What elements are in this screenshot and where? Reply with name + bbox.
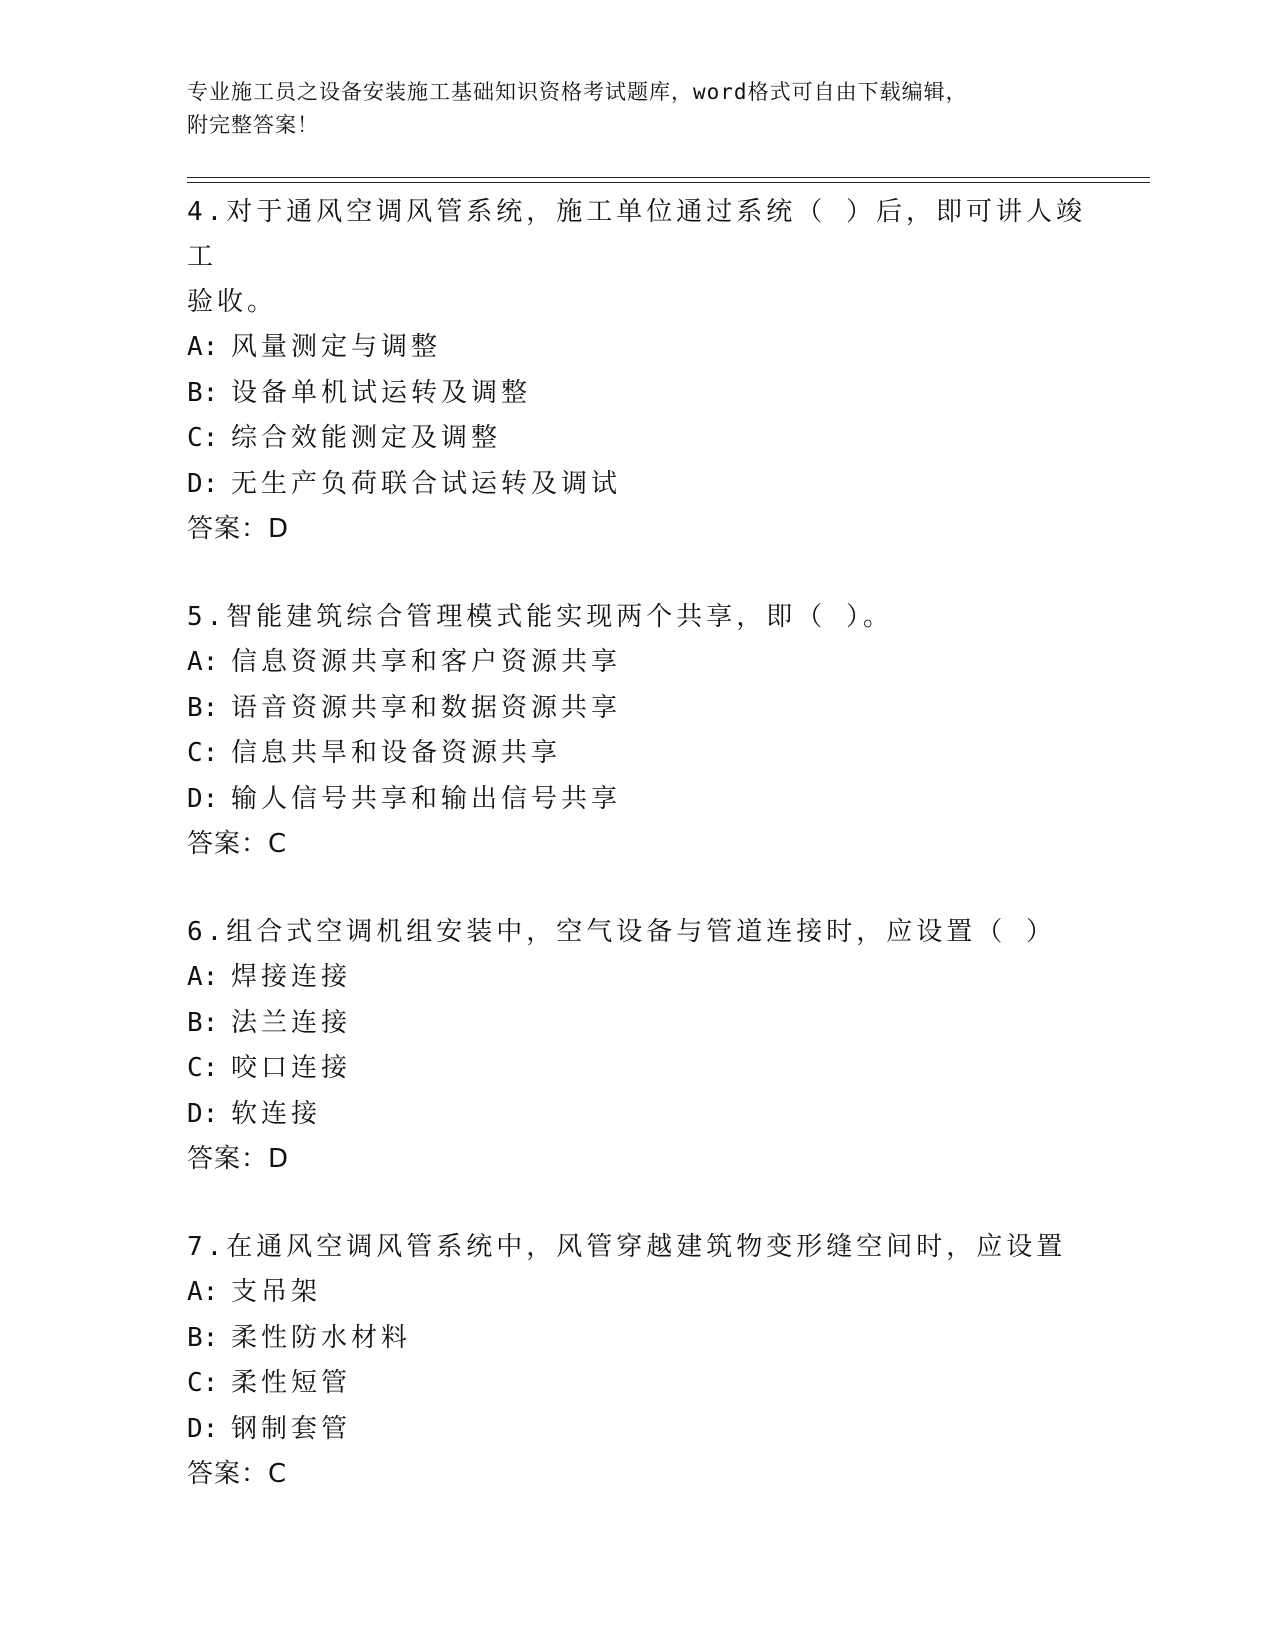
answer-line: 答案：D: [187, 514, 290, 544]
option-b: [187, 686, 1087, 732]
option-a: [187, 640, 1087, 686]
question-7: [187, 1225, 1087, 1497]
option-c: [187, 1046, 1087, 1092]
option-text: 设备单机试运转及调整: [231, 377, 532, 408]
option-text: 风量测定与调整: [231, 332, 442, 362]
option-letter: A:: [187, 962, 219, 992]
option-letter: A:: [187, 332, 219, 362]
question-stem-line: 验收。: [187, 287, 278, 317]
option-letter: B:: [187, 377, 219, 408]
option-letter: C:: [187, 1368, 219, 1398]
question-list: [187, 190, 1087, 1540]
header-line-2: 附完整答案！: [187, 113, 319, 137]
option-letter: B:: [187, 692, 219, 723]
option-text: 柔性防水材料: [231, 1322, 412, 1353]
option-letter: D:: [187, 1098, 219, 1129]
question-stem: [187, 595, 1087, 640]
option-text: 柔性短管: [231, 1368, 352, 1398]
option-b: [187, 1001, 1087, 1047]
answer-line: 答案：D: [187, 1144, 290, 1174]
option-d: [187, 1407, 1087, 1453]
option-d: [187, 1092, 1087, 1138]
option-b: [187, 1316, 1087, 1362]
question-stem: [187, 190, 1087, 325]
answer-line: 答案：C: [187, 1459, 288, 1489]
option-b: [187, 371, 1087, 417]
option-c: [187, 1361, 1087, 1407]
option-c: [187, 731, 1087, 777]
option-text: 咬口连接: [231, 1053, 352, 1083]
option-letter: A:: [187, 1277, 219, 1307]
question-4: [187, 190, 1087, 552]
option-letter: D:: [187, 783, 219, 814]
option-text: 信息共旱和设备资源共享: [231, 738, 562, 768]
header-line-1: 专业施工员之设备安装施工基础知识资格考试题库，word格式可自由下载编辑，: [187, 80, 968, 104]
answer-line: 答案：C: [187, 829, 288, 859]
option-text: 综合效能测定及调整: [231, 423, 502, 453]
option-text: 支吊架: [231, 1277, 322, 1307]
option-a: [187, 955, 1087, 1001]
option-d: [187, 777, 1087, 823]
option-text: 法兰连接: [231, 1007, 352, 1038]
question-stem: [187, 910, 1087, 955]
option-text: 软连接: [231, 1098, 322, 1129]
question-stem-line: 5.智能建筑综合管理模式能实现两个共享，即（ ）。: [187, 602, 893, 632]
option-letter: A:: [187, 647, 219, 677]
option-text: 焊接连接: [231, 962, 352, 992]
question-5: [187, 595, 1087, 867]
option-text: 信息资源共享和客户资源共享: [231, 647, 622, 677]
header-divider-bottom: [187, 182, 1150, 183]
question-stem: [187, 1225, 1087, 1270]
option-text: 输人信号共享和输出信号共享: [231, 783, 622, 814]
question-6: [187, 910, 1087, 1182]
option-text: 无生产负荷联合试运转及调试: [231, 468, 622, 499]
option-d: [187, 462, 1087, 508]
question-stem-line: 4.对于通风空调风管系统，施工单位通过系统（ ）后，即可讲人竣工: [187, 197, 1086, 272]
header-divider-top: [187, 177, 1150, 178]
option-letter: B:: [187, 1322, 219, 1353]
question-stem-line: 7.在通风空调风管系统中，风管穿越建筑物变形缝空间时，应设置: [187, 1232, 1067, 1262]
option-letter: D:: [187, 1413, 219, 1444]
option-letter: B:: [187, 1007, 219, 1038]
question-stem-line: 6.组合式空调机组安装中，空气设备与管道连接时，应设置（ ）: [187, 917, 1056, 947]
option-text: 语音资源共享和数据资源共享: [231, 692, 622, 723]
option-c: [187, 416, 1087, 462]
option-letter: D:: [187, 468, 219, 499]
option-letter: C:: [187, 738, 219, 768]
document-header: [187, 76, 1087, 142]
option-a: [187, 325, 1087, 371]
option-a: [187, 1270, 1087, 1316]
option-letter: C:: [187, 423, 219, 453]
option-letter: C:: [187, 1053, 219, 1083]
option-text: 钢制套管: [231, 1413, 352, 1444]
